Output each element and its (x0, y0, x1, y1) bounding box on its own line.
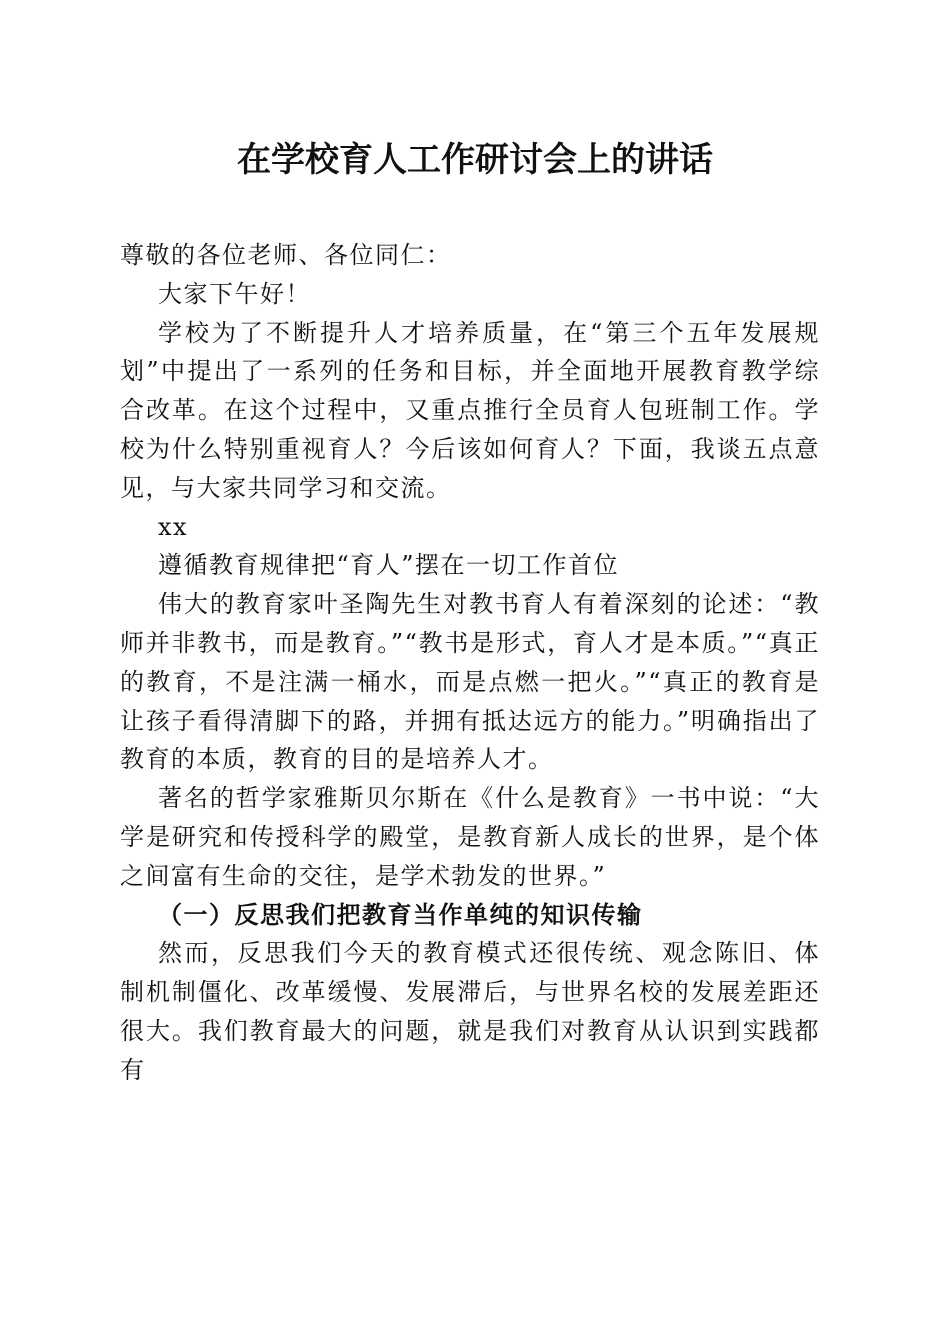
section-heading: 遵循教育规律把“育人”摆在一切工作首位 (158, 551, 620, 580)
subsection-heading: （一）反思我们把教育当作单纯的知识传输 (158, 899, 643, 929)
paragraph-1: 伟大的教育家叶圣陶先生对教书育人有着深刻的论述：“教师并非教书，而是教育。”“教书是形式，育人才是本质。”“真正的教育，不是注满一桶水，而是点燃一把火。”“真正的教育是让孩子看得清脚下的路，并拥有抵达远方的能力。”明确指出了教育的本质，教育的目的是培养人才。 (120, 590, 820, 774)
section-number: xx (158, 512, 189, 541)
document-title: 在学校育人工作研讨会上的讲话 (237, 140, 713, 180)
paragraph-2: 著名的哲学家雅斯贝尔斯在《什么是教育》一书中说：“大学是研究和传授科学的殿堂，是教育新人成长的世界，是个体之间富有生命的交往，是学术勃发的世界。” (120, 784, 820, 890)
intro-paragraph: 学校为了不断提升人才培养质量，在“第三个五年发展规划”中提出了一系列的任务和目标，并全面地开展教育教学综合改革。在这个过程中，又重点推行全员育人包班制工作。学校为什么特别重视育人？今后该如何育人？下面，我谈五点意见，与大家共同学习和交流。 (120, 318, 820, 502)
salutation: 尊敬的各位老师、各位同仁： (120, 241, 452, 269)
paragraph-3: 然而，反思我们今天的教育模式还很传统、观念陈旧、体制机制僵化、改革缓慢、发展滞后，与世界名校的发展差距还很大。我们教育最大的问题，就是我们对教育从认识到实践都有 (120, 939, 820, 1084)
greeting: 大家下午好！ (158, 279, 311, 308)
document-body (120, 236, 820, 1090)
